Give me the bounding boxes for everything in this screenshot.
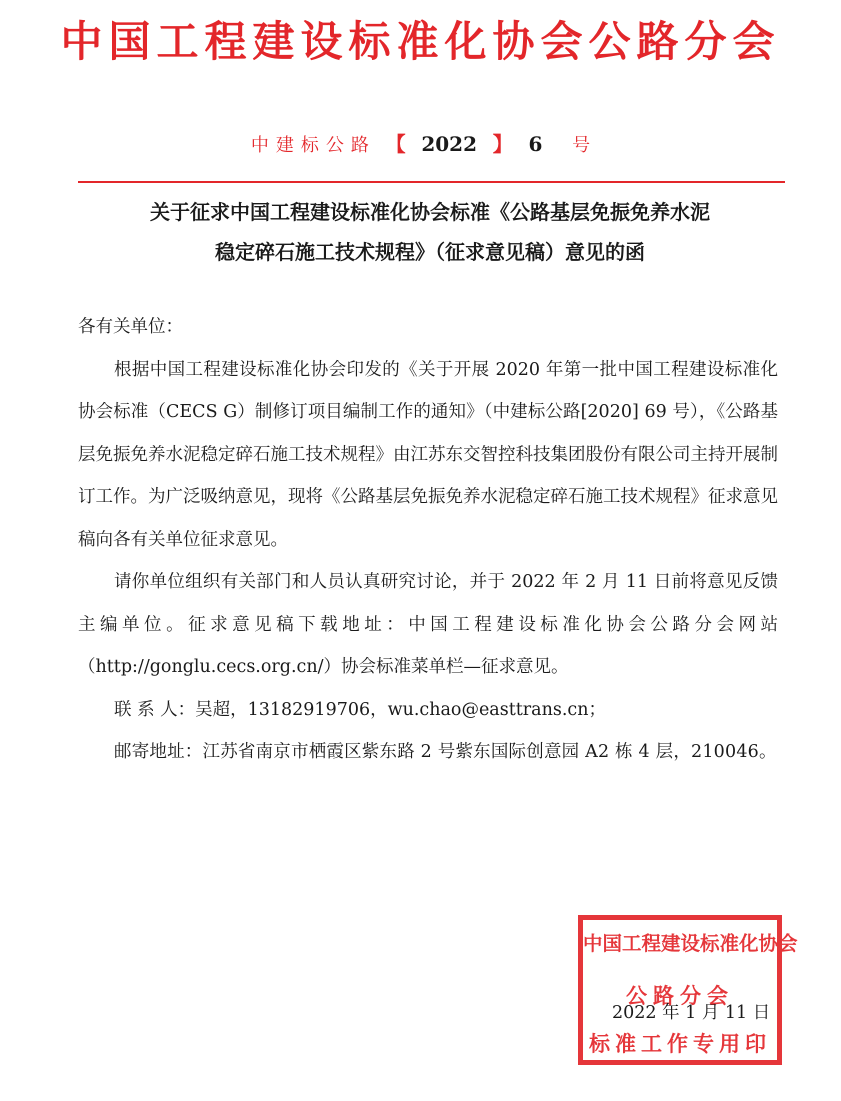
seal-line-2: 公路分会 (626, 984, 734, 1008)
seal-line-3: 标准工作专用印 (589, 1032, 771, 1056)
address-line: 邮寄地址：江苏省南京市栖霞区紫东路 2 号紫东国际创意园 A2 栋 4 层，210046。 (114, 742, 777, 762)
document-number (0, 126, 841, 164)
organization-header: 中国工程建设标准化协会公路分会 (60, 17, 781, 66)
title-line-1: 关于征求中国工程建设标准化协会标准《公路基层免振免养水泥 (150, 200, 710, 224)
doc-number-bracket-open: 【 (385, 132, 406, 156)
doc-number-bracket-close: 】 (492, 132, 513, 156)
doc-number-suffix: 号 (572, 135, 591, 156)
doc-number-year: 2022 (421, 132, 477, 156)
contact-line: 联 系 人：吴超，13182919706，wu.chao@easttrans.cn； (114, 699, 606, 720)
body-paragraph-2: 请你单位组织有关部门和人员认真研究讨论，并于 2022 年 2 月 11 日前将意见反馈主编单位。征求意见稿下载地址：中国工程建设标准化协会公路分会网站（http://gonglu.cecs.org.cn/）协会标准菜单栏—征求意见。 (78, 572, 778, 677)
official-seal-stamp (578, 915, 798, 1065)
title-line-2: 稳定碎石施工技术规程》（征求意见稿）意见的函 (215, 240, 645, 264)
seal-line-1: 中国工程建设标准化协会 (583, 932, 798, 955)
document-title (70, 192, 790, 272)
red-divider-line (78, 181, 785, 183)
body-paragraph-1: 根据中国工程建设标准化协会印发的《关于开展 2020 年第一批中国工程建设标准化协会标准（CECS G）制修订项目编制工作的通知》（中建标公路[2020] 69 号），《公路基层免振免养水泥稳定碎石施工技术规程》由江苏东交智控科技集团股份有限公司主持开展制订工作。为广泛吸纳意见，现将《公路基层免振免养水泥稳定碎石施工技术规程》征求意见稿向各有关单位征求意见。 (78, 359, 778, 550)
signature-date: 2022 年 1 月 11 日 (612, 1003, 771, 1023)
document-body (78, 306, 778, 774)
salutation: 各有关单位： (78, 317, 183, 337)
doc-number-value: 6 (528, 132, 543, 156)
doc-number-prefix: 中建标公路 (250, 135, 376, 156)
